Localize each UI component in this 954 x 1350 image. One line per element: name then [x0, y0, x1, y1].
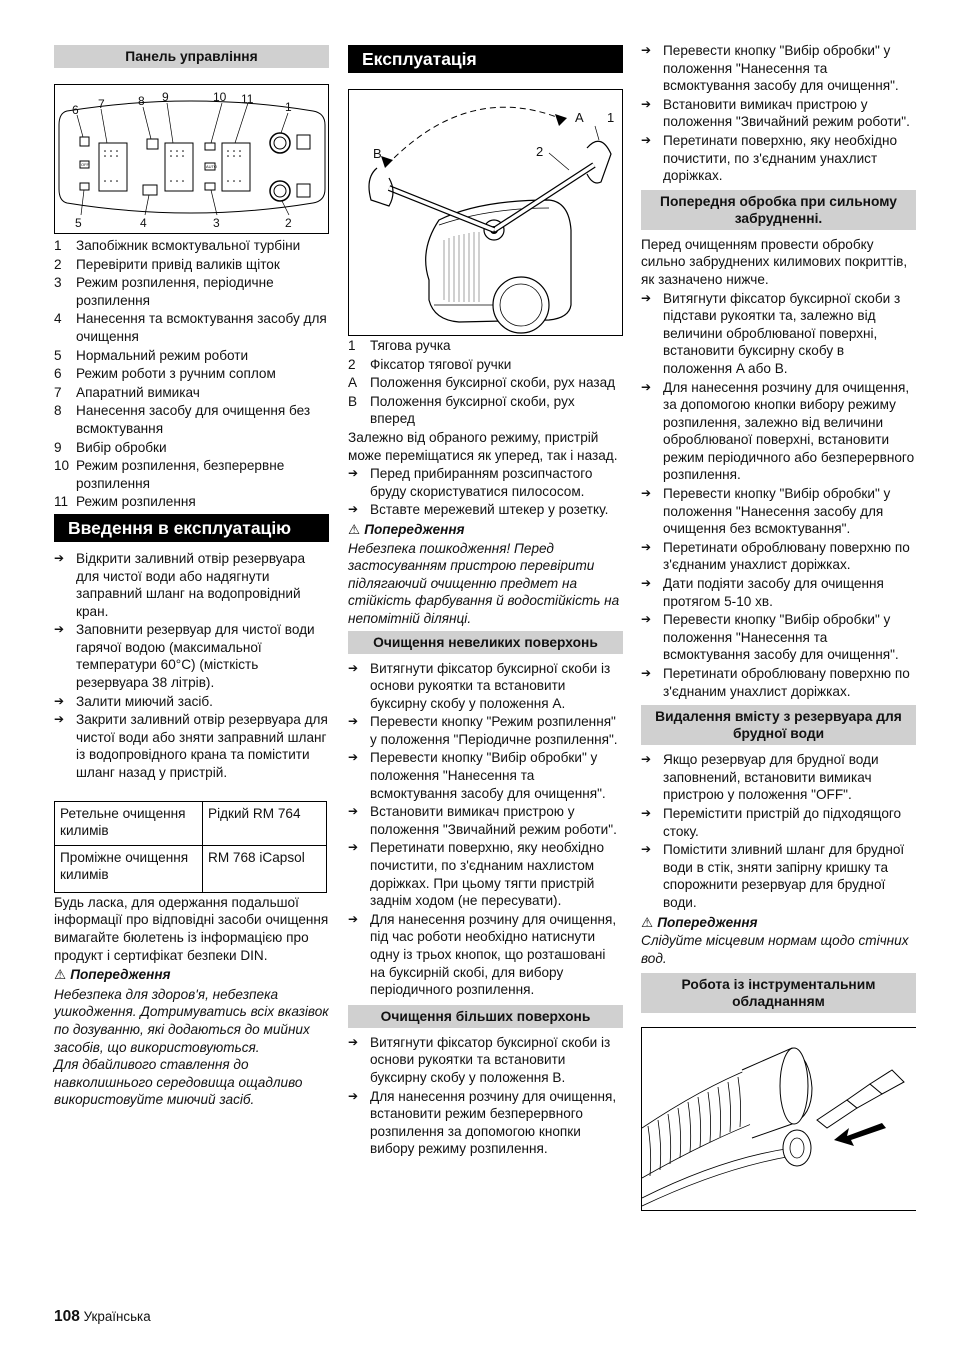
pretreatment-text: Перед очищенням провести обробку сильно забруднених килимових покриттів, як зазначено нижче.	[641, 236, 908, 287]
list-item: 2 Перевірити привід валиків щіток	[54, 256, 280, 272]
panel-callout-5: 5	[75, 216, 82, 230]
list-item: ➔ Перевести кнопку "Вибір обробки" у положення "Нанесення засобу для очищення без всмоктування".	[641, 486, 891, 537]
panel-callout-4: 4	[140, 216, 147, 230]
list-item: ➔ Для нанесення розчину для очищення, встановити режим безперервного розпилення за допомогою кнопки вибору режиму розпилення.	[348, 1088, 617, 1157]
column-1	[54, 42, 329, 1109]
arrow-right-icon: ➔	[348, 714, 359, 729]
prep-steps	[348, 465, 623, 519]
info-text: Будь ласка, для одержання подальшої інформації про відповідні засоби очищення вимагайте бюлетень із інформацією про продукт і сертифікат безпеки DIN.	[54, 894, 329, 963]
list-item: ➔ Перетинати поверхню, яку необхідно почистити, по з'єднаним унахлист доріжках.	[641, 132, 898, 184]
startup-steps	[54, 550, 329, 782]
arrow-right-icon: ➔	[641, 486, 652, 501]
page-number: 108	[54, 1308, 80, 1325]
list-item: 1 Тягова ручка	[348, 338, 451, 353]
arrow-right-icon: ➔	[641, 290, 652, 305]
table-cell: Рідкий RM 764	[203, 801, 327, 845]
warning-title: ⚠ Попередження	[54, 967, 171, 983]
panel-callout-11: 11	[241, 92, 254, 106]
list-item: ➔ Витягнути фіксатор буксирної скоби з підстави рукоятки та, залежно від величини оброблюваної поверхні, встановити буксирну скобу в положення A або B.	[641, 290, 901, 376]
small-surfaces-heading: Очищення невеликих поверхонь	[348, 631, 623, 654]
arrow-right-icon: ➔	[348, 466, 359, 481]
panel-callout-10: 10	[213, 90, 227, 104]
warning-triangle-icon: ⚠	[54, 967, 67, 983]
list-item: ➔ Заповнити резервуар для чистої води гарячої водою (максимальної температури 60°C) (місткість резервуара 38 літрів).	[54, 622, 315, 691]
list-item: ➔ Для нанесення розчину для очищення, під час роботи необхідно натиснути одну із трьох кнопок, що розташовані на буксирній скобі, для вибору періодичного розпилення.	[348, 911, 617, 998]
warning-text: Для дбайливого ставлення до навколишнього середовища ощадливо використовуйте миючий засіб.	[54, 1057, 303, 1108]
list-item: 7 Апаратний вимикач	[54, 384, 200, 400]
arrow-right-icon: ➔	[641, 132, 652, 147]
panel-callout-1: 1	[285, 100, 292, 114]
page-footer	[54, 1308, 151, 1326]
column-3	[641, 42, 916, 1211]
list-item: 6 Режим роботи з ручним соплом	[54, 366, 276, 382]
list-item: 4 Нанесення та всмоктування засобу для очищення	[54, 311, 327, 344]
list-item: 9 Вибір обробки	[54, 439, 167, 455]
list-item: ➔ Вставте мережевий штекер у розетку.	[348, 502, 609, 518]
pretreatment-steps	[641, 290, 916, 701]
arrow-right-icon: ➔	[348, 840, 359, 855]
arrow-right-icon: ➔	[641, 576, 652, 591]
list-item: 1 Запобіжник всмоктувальної турбіни	[54, 238, 301, 253]
figure-callout-b: B	[373, 146, 382, 161]
warning-title: ⚠ Попередження	[348, 521, 465, 537]
list-item: ➔ Помістити зливний шланг для брудної води в стік, зняти запірну кришку та спорожнити резервуар для брудної води.	[641, 842, 905, 910]
startup-heading: Введення в експлуатацію	[54, 514, 329, 542]
list-item: ➔ Перетинати оброблювану поверхню по з'єднаним унахлист доріжках.	[641, 539, 910, 573]
arrow-right-icon: ➔	[348, 1034, 359, 1049]
arrow-right-icon: ➔	[641, 805, 652, 820]
warning-triangle-icon: ⚠	[348, 521, 361, 537]
pretreatment-heading: Попередня обробка при сильному забрудненні.	[641, 190, 916, 230]
figure-callout-2: 2	[536, 144, 544, 159]
hose-figure	[641, 1027, 916, 1211]
drain-steps	[641, 751, 916, 911]
table-row	[55, 801, 327, 845]
panel-auto-label: AUTO	[206, 164, 218, 169]
arrow-right-icon: ➔	[54, 712, 65, 727]
hose-drawing	[642, 1028, 916, 1210]
table-cell: Проміжне очищення килимів	[55, 845, 203, 892]
machine-drawing	[349, 90, 622, 335]
list-item: ➔ Перетинати поверхню, яку необхідно почистити, по з'єднаним нахлистом доріжках. При цьому тягти пристрій заднім ходом (не пересувати).	[348, 840, 605, 909]
list-item: ➔ Якщо резервуар для брудної води заповнений, встановити вимикач пристрою у положення "OFF".	[641, 752, 879, 803]
list-item: A Положення буксирної скоби, рух назад	[348, 375, 616, 391]
detergent-table	[54, 801, 327, 893]
panel-callout-6: 6	[72, 103, 79, 117]
list-item: 2 Фіксатор тягової ручки	[348, 356, 512, 372]
list-item: ➔ Закрити заливний отвір резервуара для чистої води або зняти заправний шланг із водопровідного крана та помістити шланг назад у пристрій.	[54, 712, 328, 781]
arrow-right-icon: ➔	[348, 660, 359, 675]
list-item: ➔ Відкрити заливний отвір резервуара для чистої води або надягнути заправний шланг на водопровідний кран.	[54, 550, 306, 619]
arrow-right-icon: ➔	[54, 622, 65, 637]
list-item: ➔ Перетинати оброблювану поверхню по з'єднаним унахлист доріжках.	[641, 666, 910, 699]
arrow-right-icon: ➔	[348, 1088, 359, 1103]
list-item: ➔ Перевести кнопку "Вибір обробки" у положення "Нанесення та всмоктування засобу для очищення".	[641, 612, 899, 663]
list-item: ➔ Перевести кнопку "Вибір обробки" у положення "Нанесення та всмоктування засобу для очищення".	[641, 43, 899, 94]
control-panel-figure	[54, 84, 329, 234]
arrow-right-icon: ➔	[348, 804, 359, 819]
direction-text: Залежно від обраного режиму, пристрій може переміщатися як уперед, так і назад.	[348, 429, 618, 463]
arrow-right-icon: ➔	[641, 666, 652, 680]
list-item: ➔ Для нанесення розчину для очищення, за допомогою кнопки вибору режиму розпилення, залежно від величини оброблюваної поверхні, встановити режим періодичного або безперервного розпилення.	[641, 379, 915, 483]
list-item: 5 Нормальний режим роботи	[54, 347, 249, 363]
list-item: B Положення буксирної скоби, рух вперед	[348, 393, 575, 427]
list-item: 3 Режим розпилення, періодичне розпилення	[54, 275, 274, 308]
panel-callout-8: 8	[138, 94, 145, 108]
control-panel-legend	[54, 237, 329, 511]
list-item: 11 Режим розпилення	[54, 494, 196, 510]
arrow-right-icon: ➔	[348, 750, 359, 765]
list-item: 8 Нанесення засобу для очищення без всмоктування	[54, 403, 311, 436]
list-item: ➔ Витягнути фіксатор буксирної скоби із основи рукоятки та встановити буксирну скобу у положення A.	[348, 660, 611, 711]
operation-heading: Експлуатація	[348, 45, 623, 73]
list-item: ➔ Дати подіяти засобу для очищення протягом 5-10 хв.	[641, 576, 884, 609]
drain-heading: Видалення вмісту з резервуара для брудної води	[641, 705, 916, 745]
list-item: 10 Режим розпилення, безперервне розпилення	[54, 458, 285, 491]
arrow-right-icon: ➔	[348, 502, 359, 517]
list-item: ➔ Перевести кнопку "Вибір обробки" у положення "Нанесення та всмоктування засобу для очищення".	[348, 750, 606, 801]
arrow-right-icon: ➔	[641, 379, 652, 394]
list-item: ➔ Перемістити пристрій до підходящого стоку.	[641, 805, 902, 839]
column-2	[348, 42, 623, 1158]
panel-callout-3: 3	[213, 216, 220, 230]
warning-text: Небезпека для здоров'я, небезпека ушкодження. Дотримуватись всіх вказівок по дозуванню, які додаються до мийних засобів, що використовуються.	[54, 986, 329, 1055]
warning-title: ⚠ Попередження	[641, 914, 758, 930]
table-cell: RM 768 iCapsol	[203, 845, 327, 892]
large-surfaces-heading: Очищення більших поверхонь	[348, 1005, 623, 1028]
panel-callout-2: 2	[285, 216, 292, 230]
machine-figure	[348, 89, 623, 336]
arrow-right-icon: ➔	[641, 842, 652, 857]
small-surfaces-steps	[348, 660, 623, 999]
footer-language: Українська	[83, 1309, 151, 1324]
continued-steps	[641, 42, 916, 185]
table-row	[55, 845, 327, 892]
arrow-right-icon: ➔	[641, 612, 652, 627]
figure-callout-1: 1	[607, 110, 615, 125]
warning-triangle-icon: ⚠	[641, 914, 654, 930]
arrow-right-icon: ➔	[641, 752, 652, 767]
control-panel-heading: Панель управління	[54, 45, 329, 68]
figure-callout-a: A	[575, 110, 584, 125]
list-item: ➔ Витягнути фіксатор буксирної скоби із основи рукоятки та встановити буксирну скобу у положення B.	[348, 1034, 611, 1085]
tools-heading: Робота із інструментальним обладнанням	[641, 973, 916, 1013]
list-item: ➔ Встановити вимикач пристрою у положення "Звичайний режим роботи".	[348, 804, 617, 837]
panel-callout-7: 7	[98, 97, 105, 111]
table-cell: Ретельне очищення килимів	[55, 801, 203, 845]
list-item: ➔ Залити миючий засіб.	[54, 693, 213, 709]
arrow-right-icon: ➔	[54, 550, 65, 565]
panel-callout-9: 9	[162, 90, 169, 104]
large-surfaces-steps	[348, 1034, 623, 1158]
panel-off-label: OFF	[81, 162, 89, 167]
arrow-right-icon: ➔	[54, 693, 65, 708]
list-item: ➔ Встановити вимикач пристрою у положення "Звичайний режим роботи".	[641, 96, 910, 130]
list-item: ➔ Перевести кнопку "Режим розпилення" у положення "Періодичне розпилення".	[348, 714, 618, 747]
machine-legend	[348, 337, 623, 428]
list-item: ➔ Перед прибиранням розсипчастого бруду скористуватися пилососом.	[348, 466, 593, 499]
arrow-right-icon: ➔	[641, 43, 652, 57]
warning-text: Небезпека пошкодження! Перед застосуванням пристрою перевірити підлягаючий очищенню предмет на стійкість фарбування й водостійкість на непомітній ділянці.	[348, 540, 620, 626]
arrow-right-icon: ➔	[348, 911, 359, 926]
arrow-right-icon: ➔	[641, 96, 652, 111]
warning-text: Слідуйте місцевим нормам щодо стічних вод.	[641, 933, 909, 966]
arrow-right-icon: ➔	[641, 539, 652, 554]
